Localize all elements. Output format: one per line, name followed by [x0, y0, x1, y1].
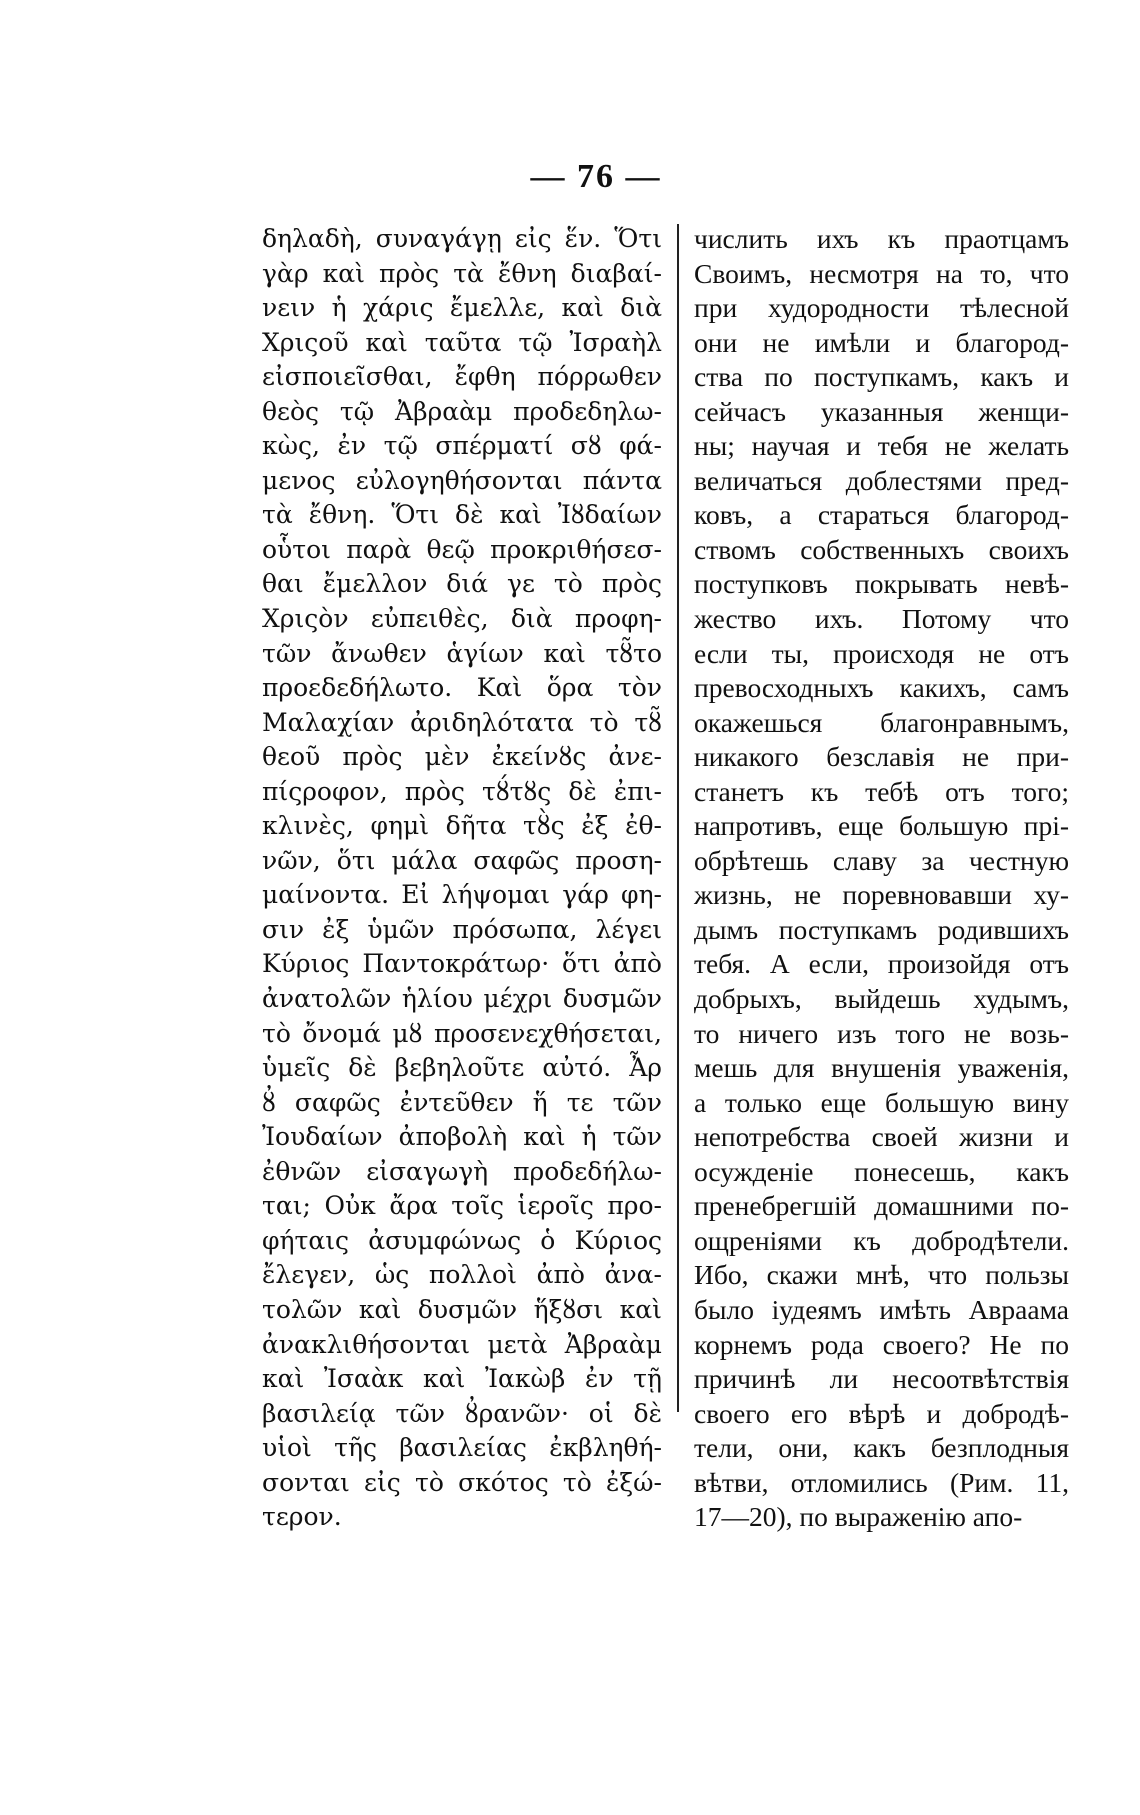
text-line: ствомъ собственныхъ своихъ: [694, 533, 1069, 565]
text-line: жизнь, не поревновавши ху-: [694, 879, 1069, 911]
text-line: ощреніями къ добродѣтели.: [694, 1224, 1069, 1256]
greek-column: [262, 222, 662, 1535]
text-line: θεὸς τῷ Ἀβραὰμ προδεδηλω-: [262, 396, 662, 426]
text-line: υἱοὶ τῆς βασιλείας ἐκβληθή-: [262, 1433, 662, 1463]
text-line: поступковъ покрывать невѣ-: [694, 568, 1069, 600]
text-line: то ничего изъ того не возь-: [694, 1017, 1069, 1049]
text-line: φήταις ἀσυμφώνως ὁ Κύριος: [262, 1225, 662, 1255]
text-line: при худородности тѣлесной: [694, 292, 1069, 324]
text-line: σιν ἐξ ὑμῶν πρόσωπα, λέγει: [262, 914, 662, 944]
text-line: καὶ Ἰσαὰκ καὶ Ἰακὼβ ἐν τῇ: [262, 1364, 662, 1394]
text-line: τὸ ὄνομά μȣ προσενεχθήσεται,: [262, 1018, 662, 1048]
text-line: дымъ поступкамъ родившихъ: [694, 913, 1069, 945]
text-line: пренебрегшій домашними по-: [694, 1190, 1069, 1222]
text-line: μαίνοντα. Εἰ λήψομαι γάρ φη-: [262, 880, 662, 910]
text-line: станетъ къ тебѣ отъ того;: [694, 775, 1069, 807]
text-line: νῶν, ὅτι μάλα σαφῶς προση-: [262, 845, 662, 875]
text-line: τῶν ἄνωθεν ἁγίων καὶ τȣ̃το: [262, 638, 662, 668]
text-line: Ибо, скажи мнѣ, что пользы: [694, 1259, 1069, 1291]
text-line: ȣ̓ σαφῶς ἐντεῦθεν ἥ τε τῶν: [262, 1087, 662, 1117]
text-line: тели, они, какъ безплодныя: [694, 1432, 1069, 1464]
text-line: ны; научая и тебя не желать: [694, 430, 1069, 462]
text-line: они не имѣли и благород-: [694, 326, 1069, 358]
text-line: ἐθνῶν εἰσαγωγὴ προδεδήλω-: [262, 1156, 662, 1186]
text-line: добрыхъ, выйдешь худымъ,: [694, 983, 1069, 1015]
text-line: νειν ἡ χάρις ἔμελλε, καὶ διὰ: [262, 293, 662, 323]
text-line: было іудеямъ имѣть Авраама: [694, 1293, 1069, 1325]
text-line: τολῶν καὶ δυσμῶν ἥξȣσι καὶ: [262, 1294, 662, 1324]
text-line: γὰρ καὶ πρὸς τὰ ἔθνη διαβαί-: [262, 258, 662, 288]
text-line: ковъ, а стараться благород-: [694, 499, 1069, 531]
text-line: τερον.: [262, 1502, 342, 1532]
text-line: превосходныхъ какихъ, самъ: [694, 672, 1069, 704]
text-line: ὑμεῖς δὲ βεβηλοῦτε αὐτό. Ἆρ: [262, 1053, 662, 1083]
text-line: θαι ἔμελλον διά γε τὸ πρὸς: [262, 569, 662, 599]
text-line: σονται εἰς τὸ σκότος τὸ ἐξώ-: [262, 1467, 662, 1497]
text-line: βασιλείᾳ τῶν ȣ̓ρανῶν· οἱ δὲ: [262, 1398, 662, 1428]
text-line: непотребства своей жизни и: [694, 1121, 1069, 1153]
text-line: κὼς, ἐν τῷ σπέρματί σȣ φά-: [262, 431, 662, 461]
text-line: сейчасъ указанныя женщи-: [694, 395, 1069, 427]
page-number: — 76 —: [530, 158, 662, 195]
text-line: κλινὲς, φημὶ δῆτα τȣ̀ς ἐξ ἐθ-: [262, 811, 662, 841]
text-line: если ты, происходя не отъ: [694, 637, 1069, 669]
text-line: Своимъ, несмотря на то, что: [694, 257, 1069, 289]
text-line: οὗτοι παρὰ θεῷ προκριθήσεσ-: [262, 534, 662, 564]
text-line: Χριςοῦ καὶ ταῦτα τῷ Ἰσραὴλ: [262, 327, 662, 357]
text-line: тебя. А если, произойдя отъ: [694, 948, 1069, 980]
text-line: напротивъ, еще большую прі-: [694, 810, 1069, 842]
text-line: мешь для внушенія уваженія,: [694, 1052, 1069, 1084]
text-line: вѣтви, отломились (Рим. 11,: [694, 1466, 1069, 1498]
text-line: Μαλαχίαν ἀριδηλότατα τὸ τȣ̃: [262, 707, 662, 737]
text-line: осужденіе понесешь, какъ: [694, 1155, 1069, 1187]
text-line: никакого безславія не при-: [694, 741, 1069, 773]
text-line: ἀνακλιθήσονται μετὰ Ἀβραὰμ: [262, 1329, 662, 1359]
column-divider: [677, 224, 679, 1412]
text-line: величаться доблестями пред-: [694, 464, 1069, 496]
text-line: ἀνατολῶν ἡλίου μέχρι δυσμῶν: [262, 984, 662, 1014]
text-line: μενος εὐλογηθήσονται πάντα: [262, 465, 662, 495]
text-line: προεδεδήλωτο. Καὶ ὅρα τὸν: [262, 673, 662, 703]
text-line: обрѣтешь славу за честную: [694, 844, 1069, 876]
text-line: εἰσποιεῖσθαι, ἔφθη πόρρωθεν: [262, 362, 662, 392]
text-line: Χριςὸν εὐπειθὲς, διὰ προφη-: [262, 604, 662, 634]
text-line: δηλαδὴ, συναγάγῃ εἰς ἕν. Ὅτι: [262, 224, 662, 253]
text-line: числить ихъ къ праотцамъ: [694, 223, 1069, 254]
text-line: Κύριος Παντοκράτωρ· ὅτι ἀπὸ: [262, 949, 662, 979]
text-line: ἔλεγεν, ὡς πολλοὶ ἀπὸ ἀνα-: [262, 1260, 662, 1290]
text-line: πίςροφον, πρὸς τȣ́τȣς δὲ ἐπι-: [262, 776, 662, 806]
text-line: θεοῦ πρὸς μὲν ἐκείνȣς ἀνε-: [262, 742, 662, 772]
text-line: ства по поступкамъ, какъ и: [694, 361, 1069, 393]
russian-column: [694, 222, 1069, 1535]
text-line: жество ихъ. Потому что: [694, 603, 1069, 635]
text-line: корнемъ рода своего? Не по: [694, 1328, 1069, 1360]
text-line: своего его вѣрѣ и добродѣ-: [694, 1397, 1069, 1429]
text-line: окажешься благонравнымъ,: [694, 706, 1069, 738]
text-line: Ἰουδαίων ἀποβολὴ καὶ ἡ τῶν: [262, 1122, 662, 1152]
text-line: причинѣ ли несоотвѣтствія: [694, 1363, 1069, 1395]
text-line: 17—20), по выраженію апо-: [694, 1501, 1023, 1533]
text-line: ται; Οὐκ ἄρα τοῖς ἱεροῖς προ-: [262, 1191, 662, 1221]
text-line: τὰ ἔθνη. Ὅτι δὲ καὶ Ἰȣδαίων: [262, 500, 662, 530]
text-line: а только еще большую вину: [694, 1086, 1069, 1118]
